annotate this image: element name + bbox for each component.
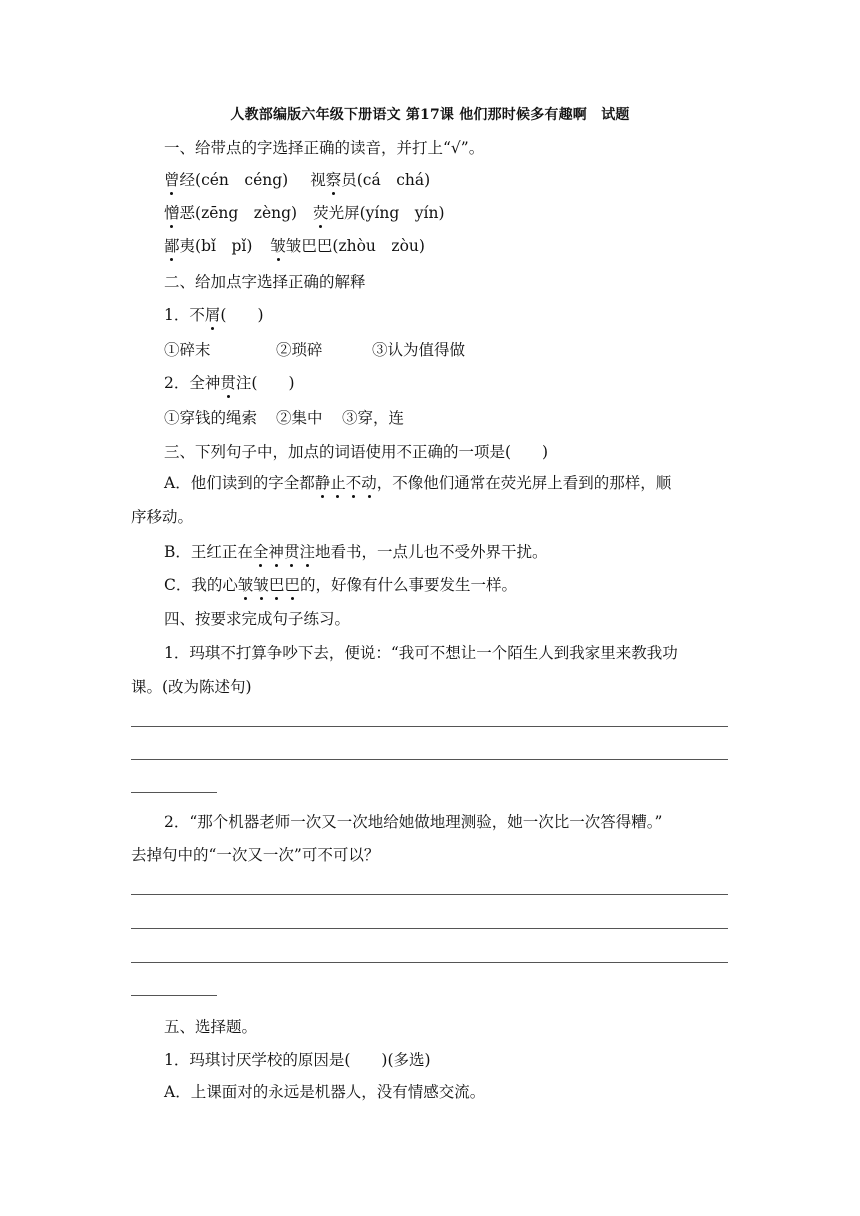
question-2-1: 1．不屑( )	[164, 303, 264, 325]
dotted-char: 憎	[164, 201, 180, 223]
option: ②集中	[276, 409, 323, 427]
dotted-char: 神	[268, 540, 284, 562]
choice-a: A．他们读到的字全都静止不动，不像他们通常在荧光屏上看到的那样，顺	[164, 471, 671, 493]
pinyin-row-3	[164, 234, 425, 256]
pinyin-item: 荧光屏(yíng yín)	[313, 204, 444, 222]
answer-line[interactable]	[131, 928, 728, 929]
option: ②琐碎	[276, 341, 323, 359]
answer-line[interactable]	[131, 792, 217, 793]
pinyin-row-1	[164, 168, 430, 190]
options-2-2	[164, 406, 404, 428]
option: ①穿钱的绳索	[164, 409, 258, 427]
pinyin-item: 曾经(cén céng)	[164, 171, 288, 189]
option: ①碎末	[164, 341, 211, 359]
dotted-char: 贯	[284, 540, 300, 562]
section-1-heading: 一、给带点的字选择正确的读音，并打上“√”。	[164, 139, 485, 157]
dotted-char: 巴	[284, 573, 300, 595]
question-4-2: 2．“那个机器老师一次又一次地给她做地理测验，她一次比一次答得糟。”	[164, 813, 663, 831]
question-4-2-continued: 去掉句中的“一次又一次”可不可以？	[131, 846, 380, 864]
dotted-char: 动	[361, 471, 377, 493]
choice-b: B．王红正在全神贯注地看书，一点儿也不受外界干扰。	[164, 540, 547, 562]
dotted-char: 察	[326, 168, 342, 190]
question-5-1: 1．玛琪讨厌学校的原因是( )(多选)	[164, 1051, 431, 1069]
pinyin-item: 视察员(cá chá)	[310, 171, 430, 189]
dotted-char: 静	[315, 471, 331, 493]
section-4-heading: 四、按要求完成句子练习。	[164, 610, 351, 628]
section-5-heading: 五、选择题。	[164, 1018, 258, 1036]
dotted-char: 曾	[164, 168, 180, 190]
pinyin-item: 鄙夷(bǐ pǐ)	[164, 237, 252, 255]
dotted-char: 止	[330, 471, 346, 493]
dotted-char: 鄙	[164, 234, 180, 256]
choice-5-a: A．上课面对的永远是机器人，没有情感交流。	[164, 1083, 486, 1101]
option: ③认为值得做	[372, 341, 466, 359]
choice-a-continued: 序移动。	[131, 508, 194, 526]
pinyin-item: 皱皱巴巴(zhòu zòu)	[270, 237, 425, 255]
pinyin-item: 憎恶(zēng zèng)	[164, 204, 297, 222]
question-4-1: 1．玛琪不打算争吵下去，便说：“我可不想让一个陌生人到我家里来教我功	[164, 644, 678, 662]
dotted-char: 巴	[269, 573, 285, 595]
dotted-char: 皱	[238, 573, 254, 595]
dotted-char: 荧	[313, 201, 329, 223]
dotted-char: 屑	[205, 303, 221, 325]
answer-line[interactable]	[131, 962, 728, 963]
section-3-heading: 三、下列句子中，加点的词语使用不正确的一项是( )	[164, 443, 549, 461]
answer-line[interactable]	[131, 726, 728, 727]
dotted-char: 不	[346, 471, 362, 493]
dotted-char: 全	[253, 540, 269, 562]
answer-line[interactable]	[131, 759, 728, 760]
answer-line[interactable]	[131, 995, 217, 996]
dotted-char: 皱	[270, 234, 286, 256]
answer-line[interactable]	[131, 894, 728, 895]
question-4-1-continued: 课。(改为陈述句)	[131, 678, 252, 696]
options-2-1	[164, 338, 465, 360]
section-2-heading: 二、给加点字选择正确的解释	[164, 273, 366, 291]
choice-c: C．我的心皱皱巴巴的，好像有什么事要发生一样。	[164, 573, 517, 595]
page-title: 人教部编版六年级下册语文 第17课 他们那时候多有趣啊 试题	[230, 107, 630, 123]
dotted-char: 贯	[220, 371, 236, 393]
question-2-2: 2．全神贯注( )	[164, 371, 295, 393]
dotted-char: 注	[299, 540, 315, 562]
pinyin-row-2	[164, 201, 445, 223]
dotted-char: 皱	[253, 573, 269, 595]
option: ③穿，连	[342, 409, 405, 427]
